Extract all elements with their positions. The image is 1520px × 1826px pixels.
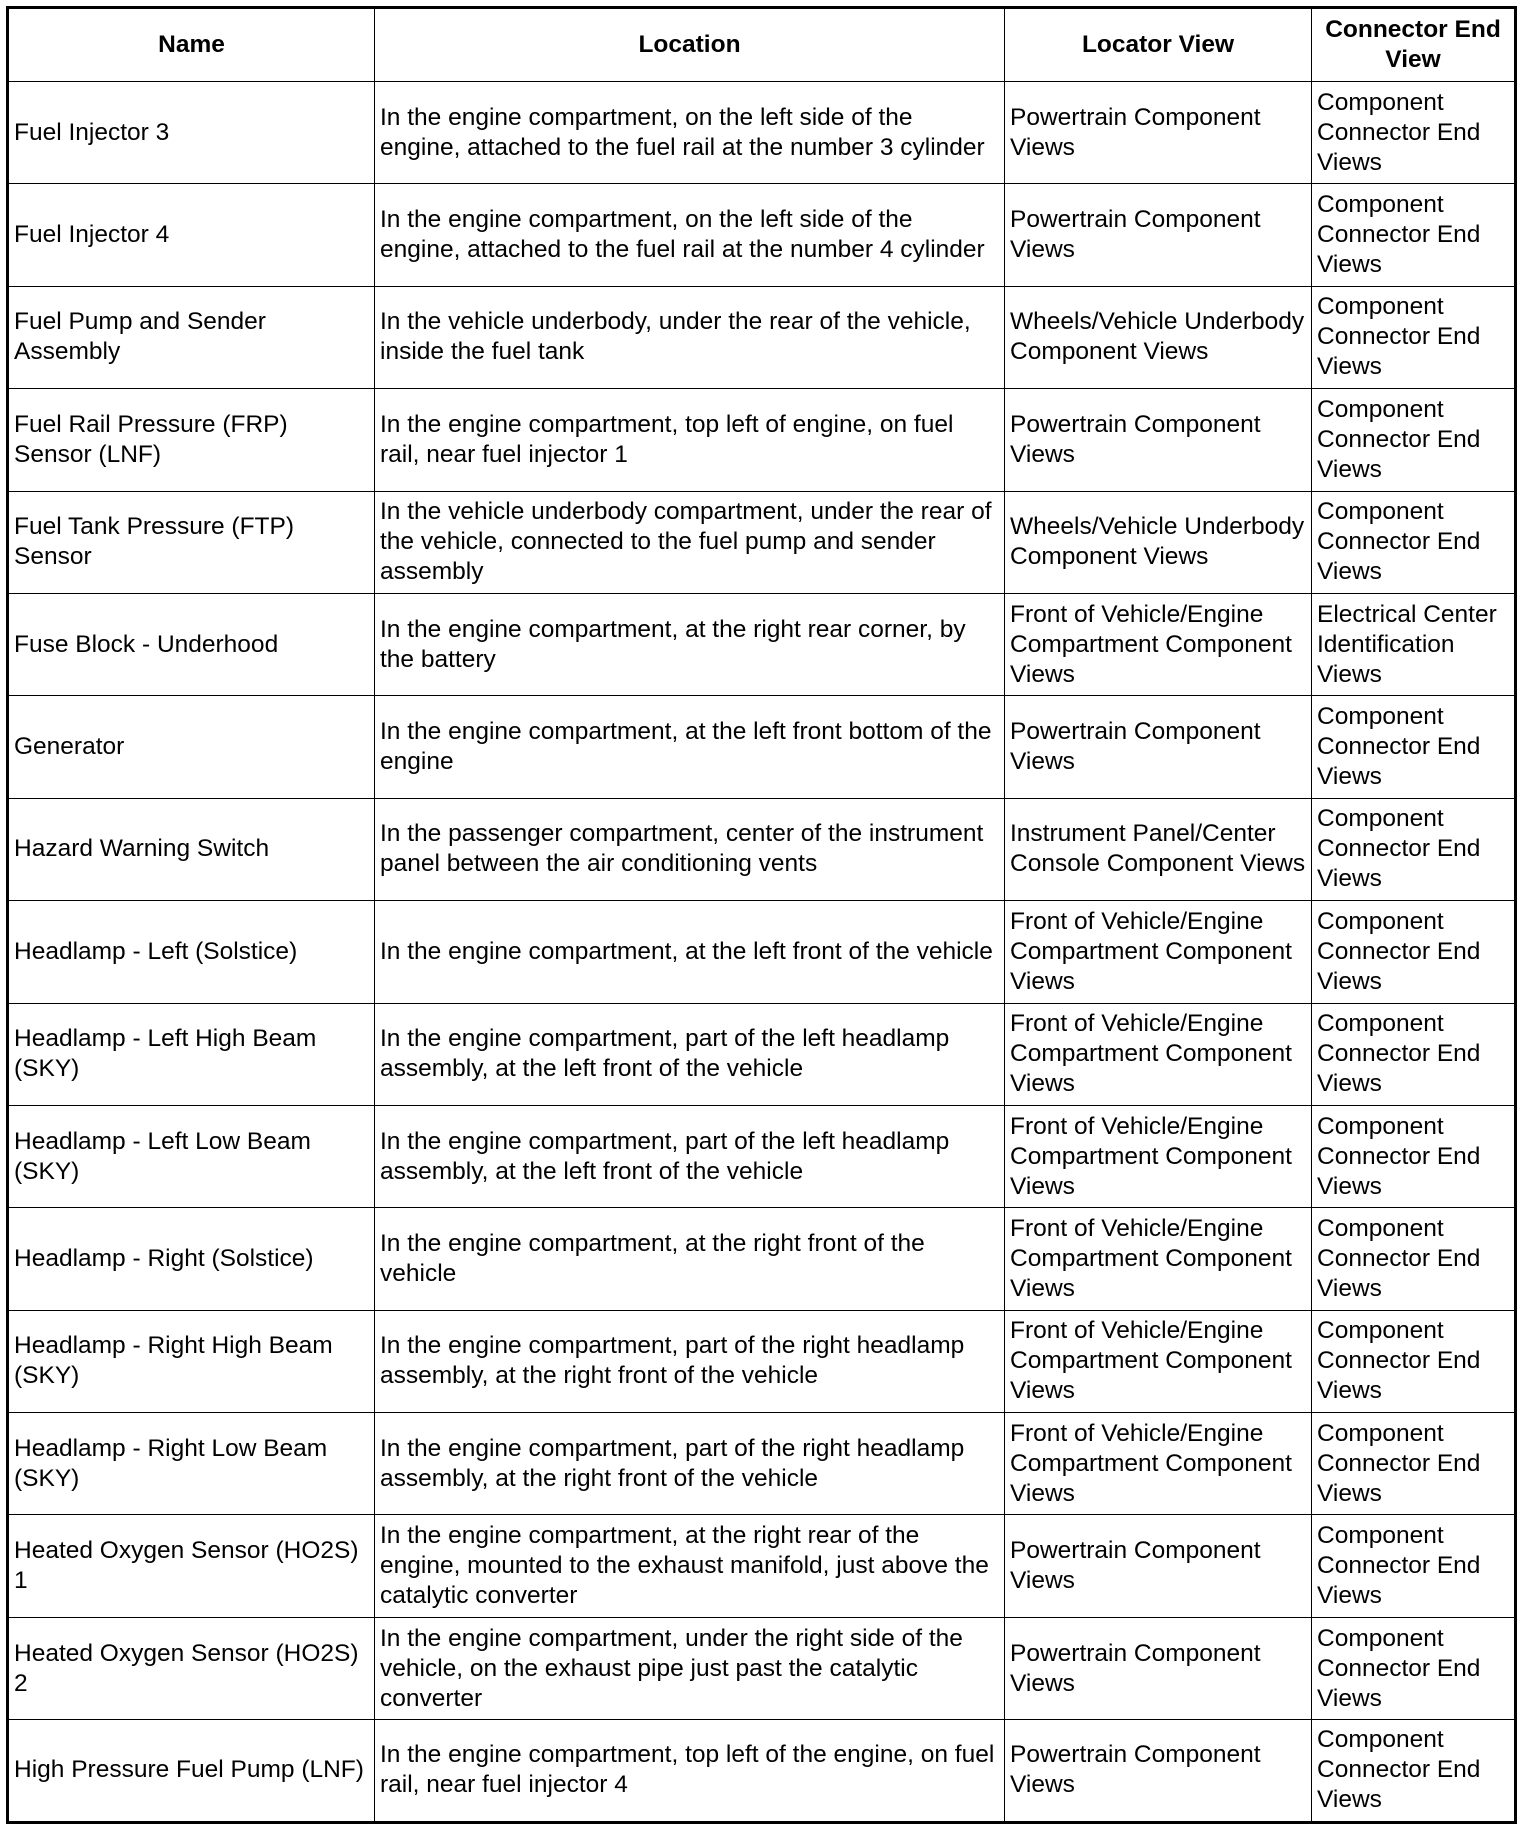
cell-location: In the engine compartment, under the right side of the vehicle, on the exhaust pipe just past the catalytic converter	[375, 1617, 1005, 1719]
cell-location: In the engine compartment, on the left side of the engine, attached to the fuel rail at the number 3 cylinder	[375, 82, 1005, 184]
table-row	[8, 184, 1516, 286]
cell-connector-end-view: Component Connector End Views	[1312, 286, 1516, 388]
cell-connector-end-view: Component Connector End Views	[1312, 1003, 1516, 1105]
cell-locator-view: Powertrain Component Views	[1005, 1720, 1312, 1822]
cell-location: In the engine compartment, part of the left headlamp assembly, at the left front of the vehicle	[375, 1105, 1005, 1207]
cell-connector-end-view: Component Connector End Views	[1312, 1208, 1516, 1310]
table-row	[8, 798, 1516, 900]
header-connector-end-view: Connector End View	[1312, 8, 1516, 82]
cell-locator-view: Wheels/Vehicle Underbody Component Views	[1005, 286, 1312, 388]
cell-connector-end-view: Component Connector End Views	[1312, 1310, 1516, 1412]
header-locator-view: Locator View	[1005, 8, 1312, 82]
cell-connector-end-view: Component Connector End Views	[1312, 491, 1516, 593]
table-row	[8, 1208, 1516, 1310]
cell-location: In the engine compartment, at the right front of the vehicle	[375, 1208, 1005, 1310]
component-locator-document	[6, 6, 1514, 1820]
cell-location: In the engine compartment, at the right rear corner, by the battery	[375, 593, 1005, 695]
table-row	[8, 491, 1516, 593]
cell-locator-view: Front of Vehicle/Engine Compartment Component Views	[1005, 593, 1312, 695]
cell-location: In the engine compartment, top left of the engine, on fuel rail, near fuel injector 4	[375, 1720, 1005, 1822]
cell-connector-end-view: Component Connector End Views	[1312, 1617, 1516, 1719]
cell-location: In the vehicle underbody compartment, under the rear of the vehicle, connected to the fuel pump and sender assembly	[375, 491, 1005, 593]
cell-location: In the engine compartment, part of the right headlamp assembly, at the right front of the vehicle	[375, 1413, 1005, 1515]
cell-location: In the engine compartment, top left of engine, on fuel rail, near fuel injector 1	[375, 389, 1005, 491]
cell-connector-end-view: Electrical Center Identification Views	[1312, 593, 1516, 695]
cell-connector-end-view: Component Connector End Views	[1312, 901, 1516, 1003]
cell-name: Generator	[8, 696, 375, 798]
cell-locator-view: Front of Vehicle/Engine Compartment Component Views	[1005, 1003, 1312, 1105]
cell-name: Heated Oxygen Sensor (HO2S) 1	[8, 1515, 375, 1617]
table-row	[8, 1003, 1516, 1105]
cell-connector-end-view: Component Connector End Views	[1312, 696, 1516, 798]
component-locator-table	[6, 6, 1517, 1824]
table-row	[8, 1310, 1516, 1412]
header-location: Location	[375, 8, 1005, 82]
cell-location: In the engine compartment, at the left front of the vehicle	[375, 901, 1005, 1003]
cell-locator-view: Instrument Panel/Center Console Component Views	[1005, 798, 1312, 900]
cell-locator-view: Powertrain Component Views	[1005, 389, 1312, 491]
cell-connector-end-view: Component Connector End Views	[1312, 798, 1516, 900]
cell-locator-view: Front of Vehicle/Engine Compartment Component Views	[1005, 1208, 1312, 1310]
cell-name: Fuel Injector 3	[8, 82, 375, 184]
cell-locator-view: Front of Vehicle/Engine Compartment Component Views	[1005, 901, 1312, 1003]
table-row	[8, 1413, 1516, 1515]
table-row	[8, 901, 1516, 1003]
cell-name: Headlamp - Right (Solstice)	[8, 1208, 375, 1310]
cell-locator-view: Wheels/Vehicle Underbody Component Views	[1005, 491, 1312, 593]
cell-locator-view: Powertrain Component Views	[1005, 82, 1312, 184]
cell-location: In the vehicle underbody, under the rear of the vehicle, inside the fuel tank	[375, 286, 1005, 388]
cell-connector-end-view: Component Connector End Views	[1312, 1515, 1516, 1617]
cell-locator-view: Front of Vehicle/Engine Compartment Component Views	[1005, 1413, 1312, 1515]
cell-name: Fuel Tank Pressure (FTP) Sensor	[8, 491, 375, 593]
cell-locator-view: Powertrain Component Views	[1005, 1515, 1312, 1617]
cell-location: In the engine compartment, at the right rear of the engine, mounted to the exhaust manifold, just above the catalytic converter	[375, 1515, 1005, 1617]
cell-location: In the engine compartment, at the left front bottom of the engine	[375, 696, 1005, 798]
cell-locator-view: Powertrain Component Views	[1005, 184, 1312, 286]
table-row	[8, 1105, 1516, 1207]
table-row	[8, 593, 1516, 695]
cell-location: In the engine compartment, on the left side of the engine, attached to the fuel rail at the number 4 cylinder	[375, 184, 1005, 286]
cell-name: Heated Oxygen Sensor (HO2S) 2	[8, 1617, 375, 1719]
cell-locator-view: Front of Vehicle/Engine Compartment Component Views	[1005, 1105, 1312, 1207]
cell-name: Fuel Injector 4	[8, 184, 375, 286]
cell-name: Fuse Block - Underhood	[8, 593, 375, 695]
cell-locator-view: Powertrain Component Views	[1005, 696, 1312, 798]
cell-location: In the engine compartment, part of the left headlamp assembly, at the left front of the vehicle	[375, 1003, 1005, 1105]
cell-connector-end-view: Component Connector End Views	[1312, 184, 1516, 286]
cell-location: In the passenger compartment, center of the instrument panel between the air conditioning vents	[375, 798, 1005, 900]
cell-locator-view: Powertrain Component Views	[1005, 1617, 1312, 1719]
cell-name: Headlamp - Left (Solstice)	[8, 901, 375, 1003]
table-row	[8, 1515, 1516, 1617]
table-row	[8, 1617, 1516, 1719]
table-header-row	[8, 8, 1516, 82]
cell-name: Hazard Warning Switch	[8, 798, 375, 900]
cell-name: Headlamp - Left Low Beam (SKY)	[8, 1105, 375, 1207]
cell-name: Headlamp - Right High Beam (SKY)	[8, 1310, 375, 1412]
cell-connector-end-view: Component Connector End Views	[1312, 1413, 1516, 1515]
cell-connector-end-view: Component Connector End Views	[1312, 1720, 1516, 1822]
cell-name: Fuel Pump and Sender Assembly	[8, 286, 375, 388]
table-body	[8, 82, 1516, 1823]
table-row	[8, 389, 1516, 491]
cell-name: High Pressure Fuel Pump (LNF)	[8, 1720, 375, 1822]
cell-connector-end-view: Component Connector End Views	[1312, 1105, 1516, 1207]
table-row	[8, 286, 1516, 388]
cell-location: In the engine compartment, part of the right headlamp assembly, at the right front of the vehicle	[375, 1310, 1005, 1412]
cell-locator-view: Front of Vehicle/Engine Compartment Component Views	[1005, 1310, 1312, 1412]
cell-name: Fuel Rail Pressure (FRP) Sensor (LNF)	[8, 389, 375, 491]
table-row	[8, 1720, 1516, 1822]
table-row	[8, 82, 1516, 184]
cell-name: Headlamp - Right Low Beam (SKY)	[8, 1413, 375, 1515]
header-name: Name	[8, 8, 375, 82]
cell-connector-end-view: Component Connector End Views	[1312, 82, 1516, 184]
cell-connector-end-view: Component Connector End Views	[1312, 389, 1516, 491]
table-row	[8, 696, 1516, 798]
cell-name: Headlamp - Left High Beam (SKY)	[8, 1003, 375, 1105]
